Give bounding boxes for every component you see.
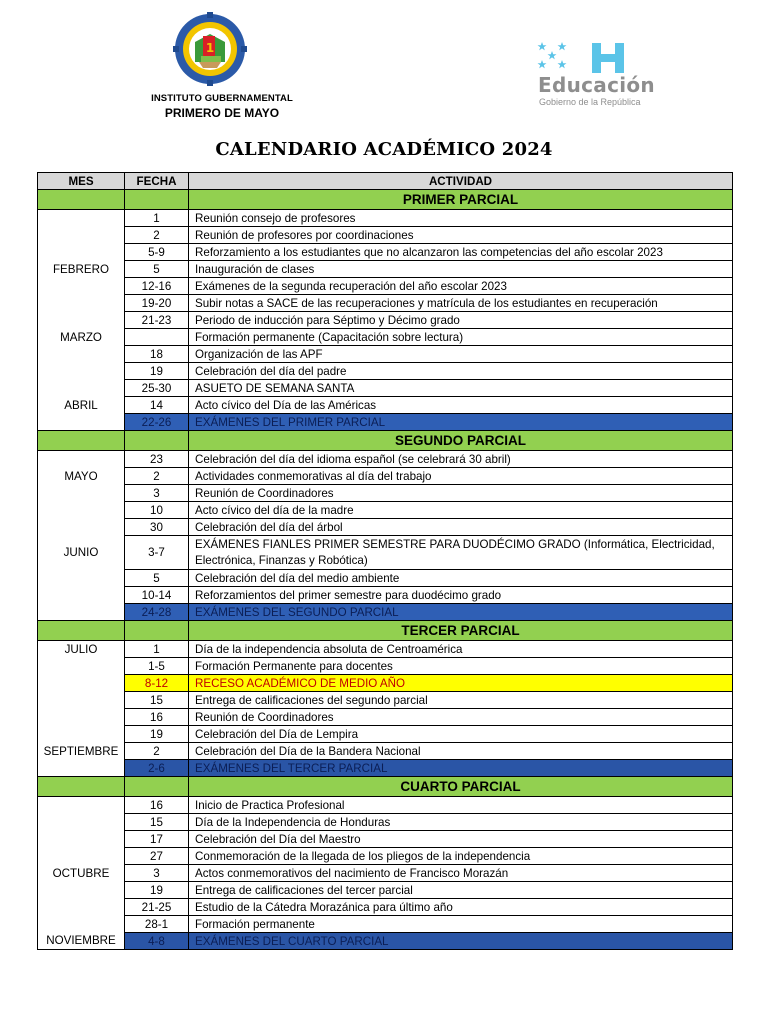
cell-actividad: EXÁMENES DEL TERCER PARCIAL [189, 760, 733, 777]
cell-fecha: 24-28 [125, 604, 189, 621]
table-row [38, 848, 733, 865]
table-row [38, 743, 733, 760]
institute-logo [173, 12, 247, 86]
table-row [38, 210, 733, 227]
cell-mes: JULIO [38, 641, 125, 658]
cell-mes: OCTUBRE [38, 865, 125, 882]
table-row [38, 363, 733, 380]
table-row [38, 726, 733, 743]
section-title: TERCER PARCIAL [189, 621, 733, 641]
cell-actividad: Estudio de la Cátedra Morazánica para último año [189, 899, 733, 916]
table-row [38, 414, 733, 431]
cell-fecha: 1 [125, 641, 189, 658]
cell-actividad: Entrega de calificaciones del tercer parcial [189, 882, 733, 899]
cell-fecha: 28-1 [125, 916, 189, 933]
cell-fecha: 14 [125, 397, 189, 414]
cell-fecha: 19 [125, 363, 189, 380]
cell-actividad: Día de la Independencia de Honduras [189, 814, 733, 831]
cell-mes [38, 295, 125, 312]
cell-fecha: 27 [125, 848, 189, 865]
section-blank-cell [125, 621, 189, 641]
section-blank-cell [38, 777, 125, 797]
section-blank-cell [38, 621, 125, 641]
table-row [38, 295, 733, 312]
table-row [38, 865, 733, 882]
cell-fecha: 1-5 [125, 658, 189, 675]
cell-actividad: Conmemoración de la llegada de los pliegos de la independencia [189, 848, 733, 865]
cell-mes [38, 312, 125, 329]
cell-fecha: 22-26 [125, 414, 189, 431]
table-row [38, 502, 733, 519]
cell-mes [38, 244, 125, 261]
cell-mes [38, 692, 125, 709]
section-header-row [38, 621, 733, 641]
table-row [38, 312, 733, 329]
cell-fecha: 19-20 [125, 295, 189, 312]
table-row [38, 485, 733, 502]
table-row [38, 570, 733, 587]
cell-mes [38, 227, 125, 244]
cell-mes [38, 278, 125, 295]
table-row [38, 882, 733, 899]
table-row [38, 380, 733, 397]
cell-fecha: 1 [125, 210, 189, 227]
cell-fecha: 18 [125, 346, 189, 363]
cell-actividad: Reforzamiento a los estudiantes que no alcanzaron las competencias del año escolar 2023 [189, 244, 733, 261]
section-blank-cell [125, 431, 189, 451]
cell-actividad: Reunión de Coordinadores [189, 709, 733, 726]
cell-mes [38, 502, 125, 519]
table-row [38, 916, 733, 933]
cell-actividad: Actos conmemorativos del nacimiento de Francisco Morazán [189, 865, 733, 882]
cell-fecha: 15 [125, 692, 189, 709]
cell-mes [38, 451, 125, 468]
section-blank-cell [38, 431, 125, 451]
cell-actividad: Acto cívico del día de la madre [189, 502, 733, 519]
table-row [38, 933, 733, 950]
table-row [38, 709, 733, 726]
cell-actividad: Formación permanente (Capacitación sobre lectura) [189, 329, 733, 346]
cell-fecha: 5 [125, 261, 189, 278]
section-blank-cell [38, 190, 125, 210]
academic-calendar-table [37, 172, 733, 950]
cell-fecha: 2 [125, 743, 189, 760]
header-mes: MES [38, 173, 125, 190]
cell-fecha: 12-16 [125, 278, 189, 295]
section-blank-cell [125, 777, 189, 797]
cell-actividad: ASUETO DE SEMANA SANTA [189, 380, 733, 397]
cell-actividad: Celebración del Día de Lempira [189, 726, 733, 743]
table-row [38, 329, 733, 346]
cell-mes [38, 519, 125, 536]
cell-fecha: 10 [125, 502, 189, 519]
h-letter-icon [591, 41, 625, 75]
cell-mes: FEBRERO [38, 261, 125, 278]
cell-actividad: Inauguración de clases [189, 261, 733, 278]
cell-fecha: 3 [125, 865, 189, 882]
cell-fecha: 23 [125, 451, 189, 468]
cell-actividad: EXÁMENES DEL CUARTO PARCIAL [189, 933, 733, 950]
cell-mes [38, 380, 125, 397]
cell-actividad: Celebración del Día de la Bandera Nacional [189, 743, 733, 760]
cell-actividad: RECESO ACADÉMICO DE MEDIO AÑO [189, 675, 733, 692]
cell-fecha: 3-7 [125, 536, 189, 570]
table-row [38, 536, 733, 570]
cell-mes [38, 363, 125, 380]
cell-fecha: 15 [125, 814, 189, 831]
header-actividad: ACTIVIDAD [189, 173, 733, 190]
section-header-row [38, 777, 733, 797]
table-row [38, 519, 733, 536]
cell-fecha: 2-6 [125, 760, 189, 777]
cell-fecha: 5 [125, 570, 189, 587]
star-icons [536, 40, 586, 74]
cell-fecha: 8-12 [125, 675, 189, 692]
cell-fecha: 19 [125, 882, 189, 899]
table-row [38, 675, 733, 692]
cell-actividad: EXÁMENES DEL SEGUNDO PARCIAL [189, 604, 733, 621]
cell-fecha: 16 [125, 709, 189, 726]
table-row [38, 760, 733, 777]
cell-actividad: Día de la independencia absoluta de Centroamérica [189, 641, 733, 658]
table-row [38, 278, 733, 295]
table-row [38, 641, 733, 658]
cell-mes [38, 570, 125, 587]
cell-mes [38, 882, 125, 899]
cell-mes [38, 587, 125, 604]
table-row [38, 261, 733, 278]
cell-mes: SEPTIEMBRE [38, 743, 125, 760]
education-wordmark: Educación [538, 73, 655, 97]
section-header-row [38, 431, 733, 451]
cell-mes [38, 797, 125, 814]
cell-mes [38, 675, 125, 692]
cell-actividad: Reunión consejo de profesores [189, 210, 733, 227]
cell-fecha: 21-25 [125, 899, 189, 916]
cell-fecha: 10-14 [125, 587, 189, 604]
government-subtitle: Gobierno de la República [539, 97, 641, 107]
table-row [38, 451, 733, 468]
cell-mes [38, 726, 125, 743]
table-row [38, 468, 733, 485]
cell-mes [38, 485, 125, 502]
cell-actividad: Celebración del día del idioma español (se celebrará 30 abril) [189, 451, 733, 468]
table-row [38, 604, 733, 621]
cell-actividad: Celebración del día del árbol [189, 519, 733, 536]
cell-mes [38, 709, 125, 726]
cell-fecha: 21-23 [125, 312, 189, 329]
section-blank-cell [125, 190, 189, 210]
table-header-row [38, 173, 733, 190]
table-row [38, 227, 733, 244]
cell-mes [38, 210, 125, 227]
table-row [38, 814, 733, 831]
cell-actividad: Celebración del Día del Maestro [189, 831, 733, 848]
cell-fecha: 4-8 [125, 933, 189, 950]
cell-fecha: 2 [125, 468, 189, 485]
table-row [38, 692, 733, 709]
cell-actividad: Inicio de Practica Profesional [189, 797, 733, 814]
cell-actividad: Formación permanente [189, 916, 733, 933]
cell-mes: JUNIO [38, 536, 125, 570]
section-title: CUARTO PARCIAL [189, 777, 733, 797]
table-row [38, 797, 733, 814]
institute-name-line2: PRIMERO DE MAYO [164, 106, 280, 120]
cell-actividad: Actividades conmemorativas al día del trabajo [189, 468, 733, 485]
table-row [38, 587, 733, 604]
cell-actividad: Subir notas a SACE de las recuperaciones y matrícula de los estudiantes en recuperación [189, 295, 733, 312]
cell-mes [38, 916, 125, 933]
cell-fecha: 19 [125, 726, 189, 743]
cell-fecha: 25-30 [125, 380, 189, 397]
cell-fecha: 5-9 [125, 244, 189, 261]
cell-fecha: 3 [125, 485, 189, 502]
cell-mes [38, 414, 125, 431]
cell-mes [38, 831, 125, 848]
section-title: PRIMER PARCIAL [189, 190, 733, 210]
cell-mes: MARZO [38, 329, 125, 346]
cell-mes [38, 658, 125, 675]
table-row [38, 244, 733, 261]
table-row [38, 899, 733, 916]
cell-actividad: EXÁMENES FIANLES PRIMER SEMESTRE PARA DUODÉCIMO GRADO (Informática, Electricidad, Electrónica, Finanzas y Robótica) [189, 536, 733, 570]
header-fecha: FECHA [125, 173, 189, 190]
document-title: CALENDARIO ACADÉMICO 2024 [215, 139, 553, 160]
svg-text:1: 1 [205, 41, 215, 55]
cell-mes [38, 814, 125, 831]
cell-actividad: Organización de las APF [189, 346, 733, 363]
education-logo [536, 40, 658, 110]
table-row [38, 658, 733, 675]
cell-fecha: 16 [125, 797, 189, 814]
table-row [38, 831, 733, 848]
cell-actividad: Periodo de inducción para Séptimo y Décimo grado [189, 312, 733, 329]
cell-actividad: Reforzamientos del primer semestre para duodécimo grado [189, 587, 733, 604]
cell-mes [38, 346, 125, 363]
cell-actividad: Acto cívico del Día de las Américas [189, 397, 733, 414]
institute-name-line1: INSTITUTO GUBERNAMENTAL [151, 93, 293, 104]
cell-mes [38, 899, 125, 916]
cell-actividad: Entrega de calificaciones del segundo parcial [189, 692, 733, 709]
cell-actividad: Reunión de Coordinadores [189, 485, 733, 502]
cell-mes: MAYO [38, 468, 125, 485]
cell-actividad: Celebración del día del medio ambiente [189, 570, 733, 587]
cell-actividad: Exámenes de la segunda recuperación del año escolar 2023 [189, 278, 733, 295]
table-row [38, 397, 733, 414]
cell-actividad: Reunión de profesores por coordinaciones [189, 227, 733, 244]
cell-fecha: 17 [125, 831, 189, 848]
cell-mes: NOVIEMBRE [38, 933, 125, 950]
section-header-row [38, 190, 733, 210]
table-row [38, 346, 733, 363]
cell-mes [38, 760, 125, 777]
cell-actividad: EXÁMENES DEL PRIMER PARCIAL [189, 414, 733, 431]
cell-fecha [125, 329, 189, 346]
table-body [38, 190, 733, 950]
section-title: SEGUNDO PARCIAL [189, 431, 733, 451]
cell-mes [38, 604, 125, 621]
cell-mes: ABRIL [38, 397, 125, 414]
cell-fecha: 30 [125, 519, 189, 536]
cell-actividad: Formación Permanente para docentes [189, 658, 733, 675]
cell-mes [38, 848, 125, 865]
cell-actividad: Celebración del día del padre [189, 363, 733, 380]
cell-fecha: 2 [125, 227, 189, 244]
